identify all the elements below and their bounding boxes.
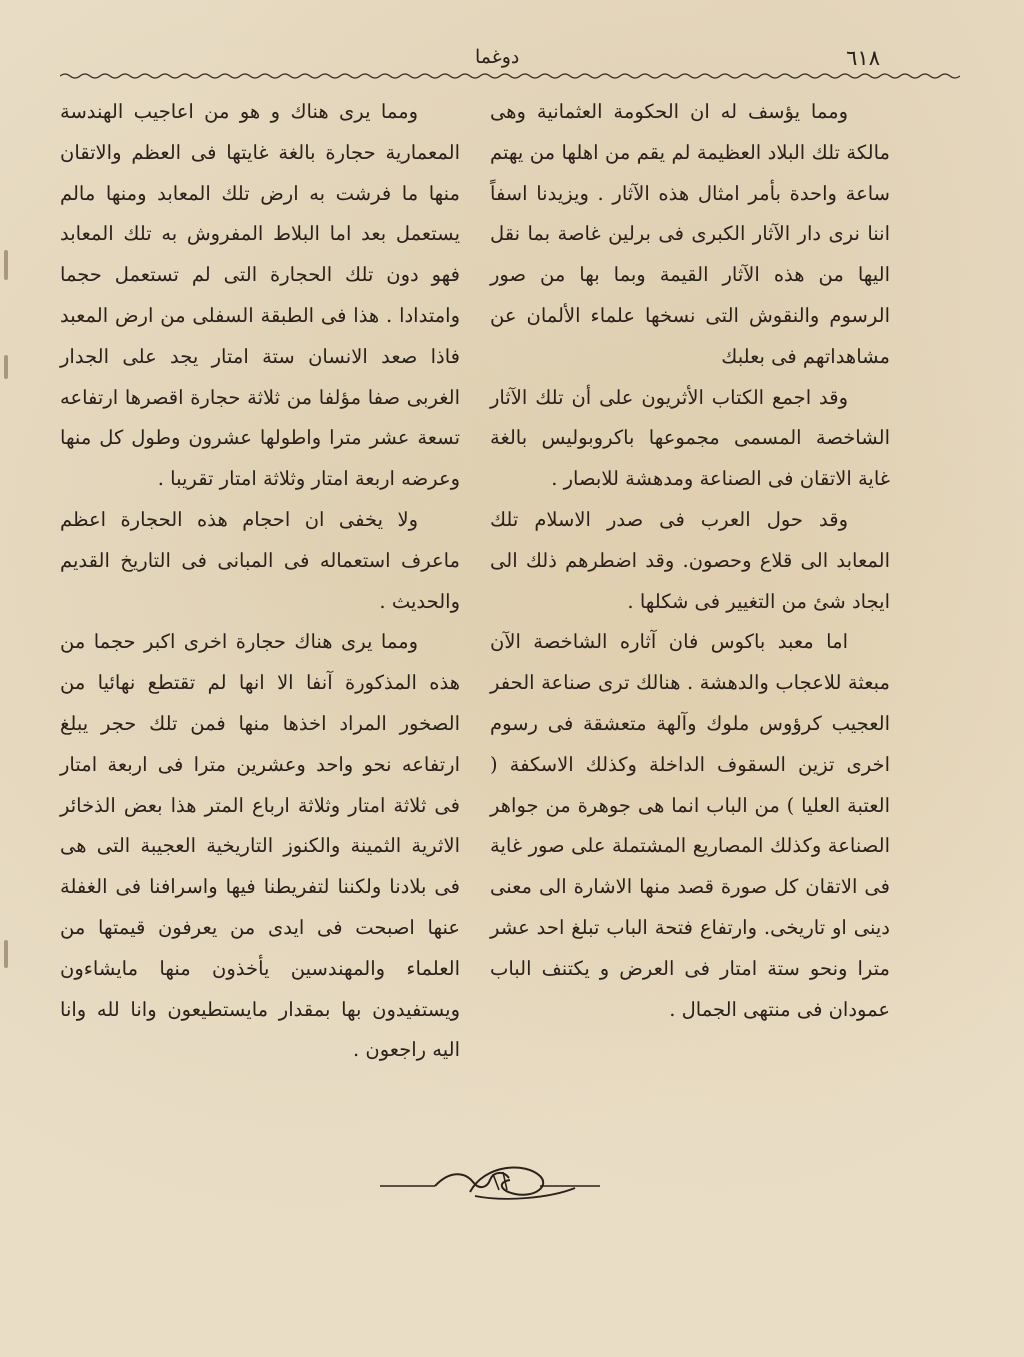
- paragraph: وقد اجمع الكتاب الأثريون على أن تلك الآثار الشاخصة المسمى مجموعها باكروبوليس بالغة غاية الاتقان فى الصناعة ومدهشة للابصار .: [490, 385, 890, 491]
- text-column-right: [490, 92, 890, 1030]
- paragraph: ومما يرى هناك حجارة اخرى اكبر حجما من هذه المذكورة آنفا الا انها لم تقتطع نهائيا من الصخور المراد اخذها منها فمن تلك حجر يبلغ ارتفاعه نحو واحد وعشرين مترا فى اربعة امتار فى ثلاثة امتار وثلاثة ارباع المتر هذا بعض الذخائر الاثرية الثمينة والكنوز التاريخية العجيبة التى هى فى بلادنا ولكننا لتفريطنا فيها واسرافنا فى الغفلة عنها اصبحت فى ايدى من يعرفون قيمتها من العلماء والمهندسين يأخذون منها مايشاءون ويستفيدون بها بمقدار مايستطيعون وانا لله وانا اليه راجعون .: [60, 630, 460, 1062]
- paragraph: ولا يخفى ان احجام هذه الحجارة اعظم ماعرف استعماله فى المبانى فى التاريخ القديم والحديث .: [60, 507, 460, 613]
- page-edge-mark: [4, 940, 8, 968]
- paragraph: اما معبد باكوس فان آثاره الشاخصة الآن مبعثة للاعجاب والدهشة . هنالك ترى صناعة الحفر العجيب كرؤوس ملوك وآلهة متعشقة فى رسوم اخرى تزين السقوف الداخلة وكذلك الاسكفة ( العتبة العليا ) من الباب انما هى جوهرة من جواهر الصناعة وكذلك المصاريع المشتملة على صور غاية فى الاتقان كل صورة قصد منها الاشارة الى معنى دينى او تاريخى. وارتفاع فتحة الباب تبلغ احد عشر مترا ونحو ستة امتار فى العرض و يكتنف الباب عمودان فى منتهى الجمال .: [490, 630, 890, 1021]
- paragraph: ومما يؤسف له ان الحكومة العثمانية وهى مالكة تلك البلاد العظيمة لم يقم من اهلها من يهتم ساعة واحدة بأمر امثال هذه الآثار . ويزيدنا اسفاً اننا نرى دار الآثار الكبرى فى برلين غاصة بما نقل اليها من هذه الآثار القيمة وبما بها من صور الرسوم والنقوش التى نسخها علماء الألمان عن مشاهداتهم فى بعلبك: [490, 100, 890, 368]
- calligraphic-flourish-ornament-icon: [375, 1152, 605, 1212]
- page-edge-mark: [4, 250, 8, 280]
- running-title: دوغما: [475, 46, 520, 68]
- paragraph: ومما يرى هناك و هو من اعاجيب الهندسة المعمارية حجارة بالغة غايتها فى العظم والاتقان منها ما فرشت به ارض تلك المعابد ومنها مالم يستعمل بعد اما البلاط المفروش به تلك المعابد فهو دون تلك الحجارة التى لم تستعمل حجما وامتدادا . هذا فى الطبقة السفلى من ارض المعبد فاذا صعد الانسان ستة امتار يجد على الجدار الغربى صفا مؤلفا من ثلاثة حجارة اقصرها ارتفاعه تسعة عشر مترا واطولها عشرون وطول كل منها وعرضه اربعة امتار وثلاثة امتار تقريبا .: [60, 100, 460, 491]
- page-edge-mark: [4, 355, 8, 379]
- header-wavy-rule: [60, 72, 960, 80]
- paragraph: وقد حول العرب فى صدر الاسلام تلك المعابد الى قلاع وحصون. وقد اضطرهم ذلك الى ايجاد شئ من التغيير فى شكلها .: [490, 507, 890, 613]
- text-column-left: [60, 92, 460, 1071]
- page-number: ٦١٨: [846, 46, 880, 70]
- page-header: [60, 38, 970, 78]
